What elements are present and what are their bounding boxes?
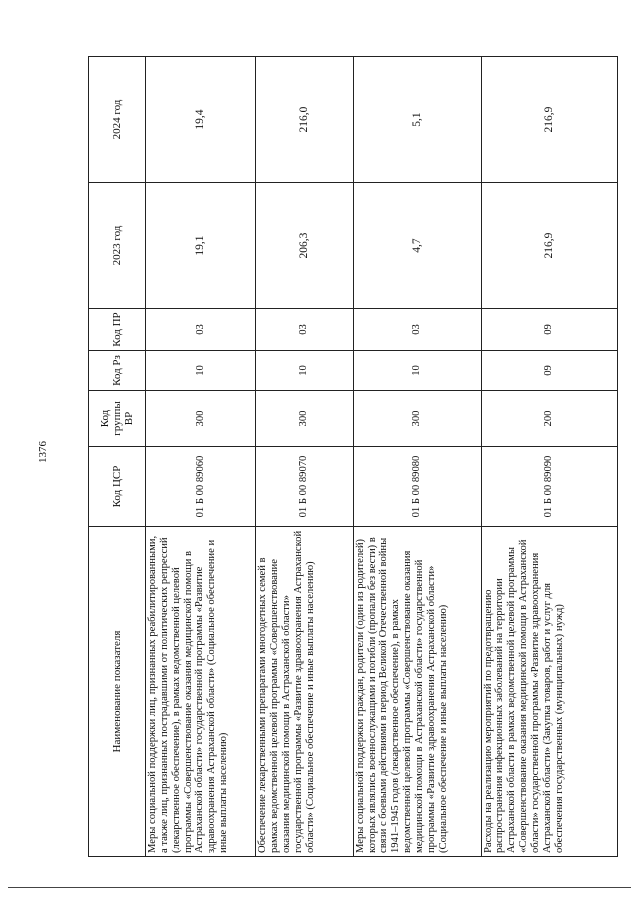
header-pr: Код ПР [89,309,146,351]
row-2023: 206,3 [256,183,354,309]
row-2023: 4,7 [353,183,481,309]
row-vr: 200 [481,391,617,447]
row-name: Расходы на реализацию мероприятий по предотвращению распространения инфекционных заболеваний на территории Астраханской области в рамках ведомственной целевой программы «Совершенствование оказания медицинской помощи в Астраханской области» государственной программы «Развитие здравоохранения Астраханской области» (Закупка товаров, работ и услуг для обеспечения государственных (муниципальных) нужд) [481,527,617,857]
row-rz: 10 [353,351,481,391]
row-vr: 300 [353,391,481,447]
row-2024: 19,4 [146,57,256,183]
row-2024: 216,0 [256,57,354,183]
table-row [353,57,481,857]
row-name: Обеспечение лекарственными препаратами многодетных семей в рамках ведомственной целевой программы «Совершенствование оказания медицинской помощи в Астраханской области» государственной программы «Развитие здравоохранения Астраханской области» (Социальное обеспечение и иные выплаты населению) [256,527,354,857]
row-csr: 01 Б 00 89090 [481,447,617,527]
row-csr: 01 Б 00 89070 [256,447,354,527]
header-2024: 2024 год [89,57,146,183]
budget-table [88,56,618,857]
row-pr: 03 [146,309,256,351]
row-pr: 03 [256,309,354,351]
row-pr: 03 [353,309,481,351]
table-row [146,57,256,857]
row-csr: 01 Б 00 89080 [353,447,481,527]
table-row [481,57,617,857]
header-2023: 2023 год [89,183,146,309]
header-vr: Код группы ВР [89,391,146,447]
table-row [256,57,354,857]
page-number: 1376 [37,441,49,463]
row-name: Меры социальной поддержки граждан, родители (один из родителей) которых являлись военнослужащими и погибли (пропали без вести) в связи с боевыми действиями в период Великой Отечественной войны 1941–1945 годов (лекарственное обеспечение), в рамках ведомственной целевой программы «Совершенствование оказания медицинской помощи в Астраханской области» государственной программы «Развитие здравоохранения Астраханской области» (Социальное обеспечение и иные выплаты населению) [353,527,481,857]
row-2023: 19,1 [146,183,256,309]
row-vr: 300 [256,391,354,447]
row-2024: 216,9 [481,57,617,183]
row-name: Меры социальной поддержки лиц, признанных реабилитированными, а также лиц, признанных пострадавшими от политических репрессий (лекарственное обеспечение), в рамках ведомственной целевой программы «Совершенствование оказания медицинской помощи в Астраханской области» государственной программы «Развитие здравоохранения Астраханской области» (Социальное обеспечение и иные выплаты населению) [146,527,256,857]
header-name: Наименование показателя [89,527,146,857]
row-vr: 300 [146,391,256,447]
row-pr: 09 [481,309,617,351]
rotated-table-container [88,57,618,857]
header-rz: Код Рз [89,351,146,391]
row-csr: 01 Б 00 89060 [146,447,256,527]
row-rz: 09 [481,351,617,391]
header-csr: Код ЦСР [89,447,146,527]
header-row [89,57,146,857]
row-2023: 216,9 [481,183,617,309]
row-rz: 10 [146,351,256,391]
bottom-divider [8,887,631,888]
row-2024: 5,1 [353,57,481,183]
row-rz: 10 [256,351,354,391]
